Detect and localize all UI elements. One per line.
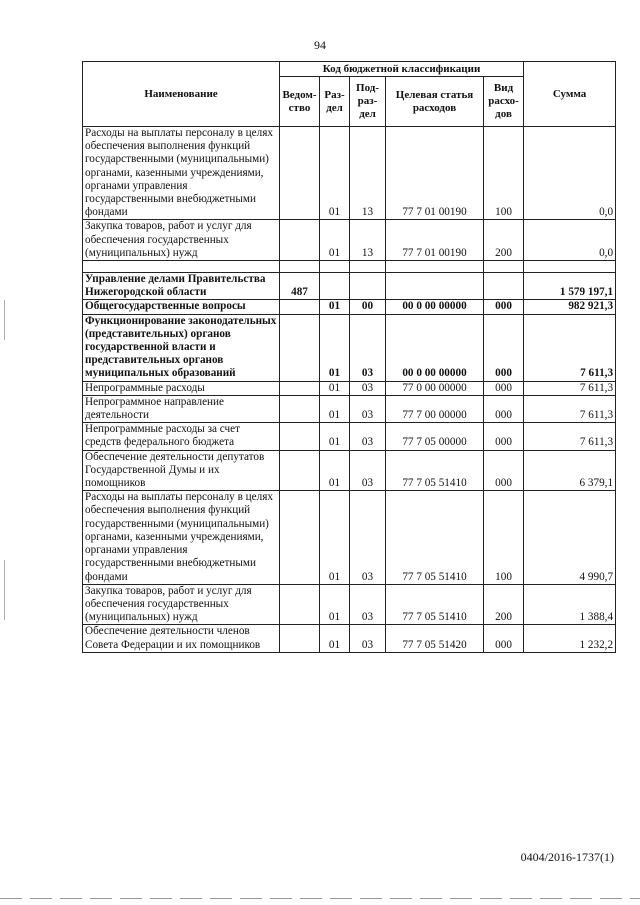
page-number: 94 <box>314 38 326 52</box>
row-razdel <box>320 261 350 273</box>
row-target-article: 77 0 00 00000 <box>386 381 484 395</box>
row-podrazdel: 00 <box>350 300 386 314</box>
row-sum: 1 232,2 <box>524 625 616 652</box>
row-razdel: 01 <box>320 314 350 381</box>
row-name <box>83 261 280 273</box>
row-vedomstvo <box>280 625 320 652</box>
row-expense-type: 000 <box>484 381 524 395</box>
row-name: Расходы на выплаты персоналу в целях обеспечения выполнения функций государственными (муниципальными) органами, казенными учреждениями, органами управления государственными внебюджетными фондами <box>83 491 280 584</box>
header-classification: Код бюджетной классификации <box>280 62 524 77</box>
row-vedomstvo <box>280 314 320 381</box>
row-name: Непрограммные расходы <box>83 381 280 395</box>
row-expense-type: 000 <box>484 423 524 450</box>
row-razdel: 01 <box>320 450 350 491</box>
row-razdel: 01 <box>320 491 350 584</box>
row-razdel: 01 <box>320 300 350 314</box>
table-row <box>83 127 616 220</box>
table-header <box>83 62 616 127</box>
row-expense-type: 100 <box>484 127 524 220</box>
row-target-article: 77 7 01 00190 <box>386 220 484 261</box>
table-row <box>83 491 616 584</box>
row-sum: 7 611,3 <box>524 423 616 450</box>
table-body <box>83 127 616 653</box>
row-podrazdel: 03 <box>350 584 386 625</box>
row-sum: 7 611,3 <box>524 395 616 422</box>
row-podrazdel: 13 <box>350 220 386 261</box>
table-row <box>83 314 616 381</box>
row-sum: 0,0 <box>524 127 616 220</box>
table-row <box>83 625 616 652</box>
header-target-article: Целевая статья расходов <box>386 77 484 127</box>
row-name: Непрограммное направление деятельности <box>83 395 280 422</box>
row-name: Общегосударственные вопросы <box>83 300 280 314</box>
header-podrazdel: Под-раз-дел <box>350 77 386 127</box>
row-razdel: 01 <box>320 584 350 625</box>
row-expense-type: 000 <box>484 450 524 491</box>
row-expense-type: 000 <box>484 395 524 422</box>
header-name: Наименование <box>83 62 280 127</box>
row-sum: 0,0 <box>524 220 616 261</box>
table-row <box>83 584 616 625</box>
row-sum <box>524 261 616 273</box>
table-row <box>83 381 616 395</box>
row-target-article: 77 7 05 51410 <box>386 450 484 491</box>
row-name: Закупка товаров, работ и услуг для обеспечения государственных (муниципальных) нужд <box>83 220 280 261</box>
row-expense-type: 000 <box>484 300 524 314</box>
row-podrazdel: 03 <box>350 423 386 450</box>
row-razdel: 01 <box>320 381 350 395</box>
row-sum: 4 990,7 <box>524 491 616 584</box>
row-expense-type: 000 <box>484 314 524 381</box>
row-name: Расходы на выплаты персоналу в целях обеспечения выполнения функций государственными (муниципальными) органами, казенными учреждениями, органами управления государственными внебюджетными фондами <box>83 127 280 220</box>
row-razdel <box>320 273 350 300</box>
table-row <box>83 450 616 491</box>
row-name: Управление делами Правительства Нижегородской области <box>83 273 280 300</box>
row-sum: 982 921,3 <box>524 300 616 314</box>
row-target-article: 77 7 05 51420 <box>386 625 484 652</box>
scan-edge-mark <box>4 300 5 340</box>
row-target-article: 77 7 05 51410 <box>386 491 484 584</box>
row-vedomstvo <box>280 491 320 584</box>
row-vedomstvo <box>280 395 320 422</box>
row-name: Функционирование законодательных (представительных) органов государственной власти и представительных органов муниципальных образований <box>83 314 280 381</box>
table-row <box>83 300 616 314</box>
budget-table <box>82 61 616 653</box>
scan-edge-mark <box>4 560 5 620</box>
spacer-row <box>83 261 616 273</box>
row-vedomstvo <box>280 450 320 491</box>
row-podrazdel: 13 <box>350 127 386 220</box>
row-razdel: 01 <box>320 127 350 220</box>
table-row <box>83 273 616 300</box>
header-expense-type: Вид расхо-дов <box>484 77 524 127</box>
row-name: Обеспечение деятельности депутатов Государственной Думы и их помощников <box>83 450 280 491</box>
row-name: Непрограммные расходы за счет средств федерального бюджета <box>83 423 280 450</box>
row-sum: 1 388,4 <box>524 584 616 625</box>
row-podrazdel: 03 <box>350 381 386 395</box>
row-sum: 7 611,3 <box>524 381 616 395</box>
row-expense-type: 000 <box>484 625 524 652</box>
row-vedomstvo <box>280 423 320 450</box>
row-expense-type <box>484 261 524 273</box>
row-expense-type: 200 <box>484 584 524 625</box>
row-podrazdel <box>350 261 386 273</box>
row-expense-type <box>484 273 524 300</box>
footer-rule <box>0 898 640 899</box>
row-vedomstvo <box>280 381 320 395</box>
row-sum: 6 379,1 <box>524 450 616 491</box>
table-row <box>83 395 616 422</box>
row-expense-type: 200 <box>484 220 524 261</box>
header-razdel: Раз-дел <box>320 77 350 127</box>
table-row <box>83 220 616 261</box>
row-vedomstvo: 487 <box>280 273 320 300</box>
row-razdel: 01 <box>320 423 350 450</box>
row-vedomstvo <box>280 584 320 625</box>
row-podrazdel: 03 <box>350 395 386 422</box>
row-name: Закупка товаров, работ и услуг для обеспечения государственных (муниципальных) нужд <box>83 584 280 625</box>
header-sum: Сумма <box>524 62 616 127</box>
row-podrazdel: 03 <box>350 450 386 491</box>
row-target-article <box>386 273 484 300</box>
row-podrazdel: 03 <box>350 625 386 652</box>
row-razdel: 01 <box>320 220 350 261</box>
table-row <box>83 423 616 450</box>
row-target-article: 77 7 00 00000 <box>386 395 484 422</box>
row-vedomstvo <box>280 300 320 314</box>
row-target-article: 77 7 05 00000 <box>386 423 484 450</box>
row-name: Обеспечение деятельности членов Совета Федерации и их помощников <box>83 625 280 652</box>
row-expense-type: 100 <box>484 491 524 584</box>
row-target-article: 00 0 00 00000 <box>386 300 484 314</box>
row-target-article: 77 7 05 51410 <box>386 584 484 625</box>
row-podrazdel: 03 <box>350 314 386 381</box>
row-vedomstvo <box>280 127 320 220</box>
row-target-article <box>386 261 484 273</box>
document-id: 0404/2016-1737(1) <box>520 850 614 864</box>
row-podrazdel <box>350 273 386 300</box>
row-sum: 1 579 197,1 <box>524 273 616 300</box>
row-podrazdel: 03 <box>350 491 386 584</box>
header-vedomstvo: Ведом-ство <box>280 77 320 127</box>
row-sum: 7 611,3 <box>524 314 616 381</box>
row-razdel: 01 <box>320 625 350 652</box>
row-razdel: 01 <box>320 395 350 422</box>
row-vedomstvo <box>280 220 320 261</box>
row-target-article: 77 7 01 00190 <box>386 127 484 220</box>
row-target-article: 00 0 00 00000 <box>386 314 484 381</box>
row-vedomstvo <box>280 261 320 273</box>
